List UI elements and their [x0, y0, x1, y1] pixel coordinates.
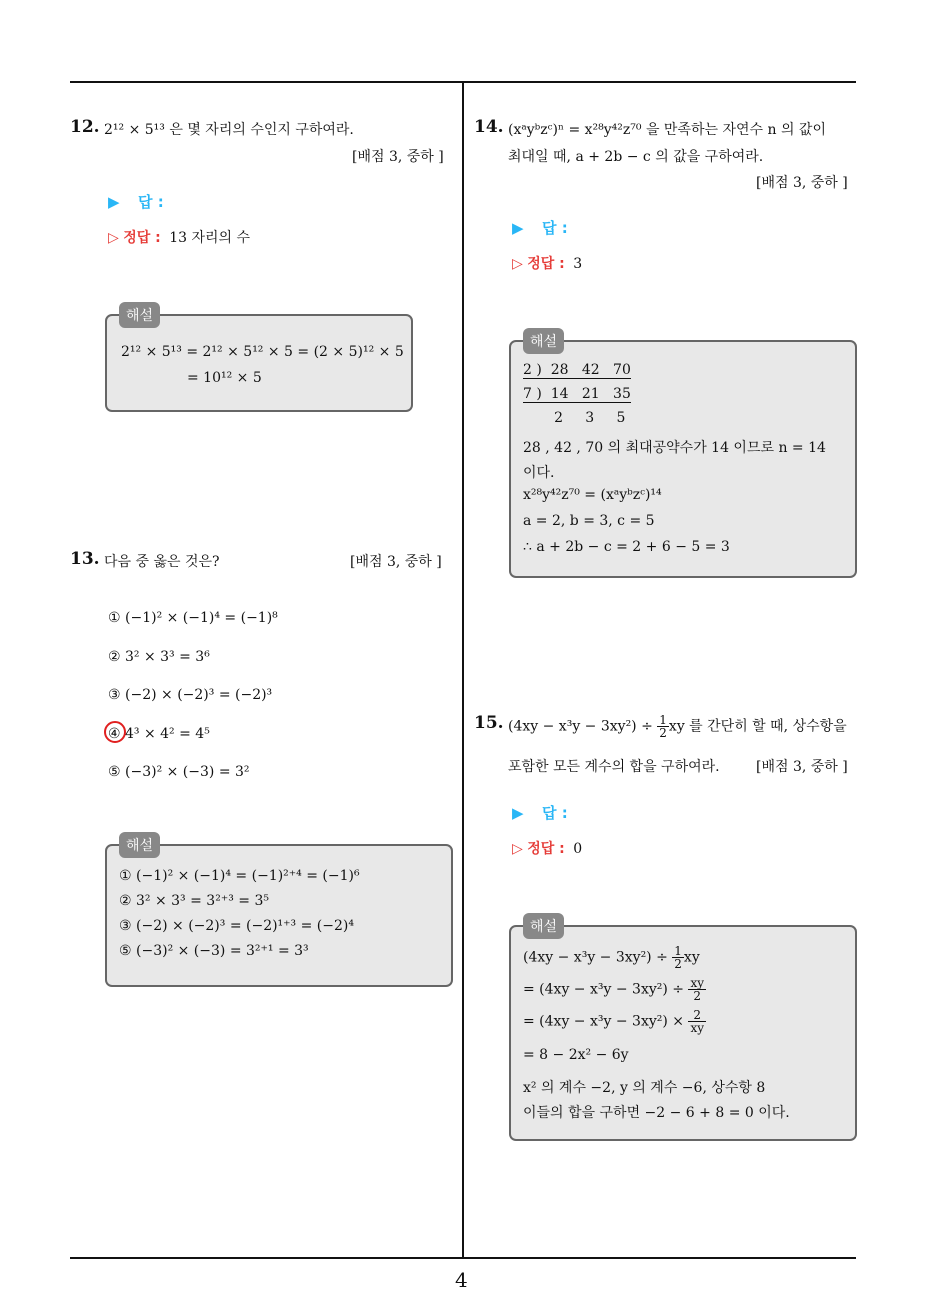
explanation-box	[105, 314, 413, 412]
selected-answer-circle	[104, 721, 126, 743]
question-number: 13.	[70, 549, 100, 569]
question-text	[508, 714, 847, 739]
score-meta: [배점 3, 중하 ]	[756, 175, 848, 191]
outline-arrow-icon: ▷	[512, 841, 523, 857]
fraction	[657, 714, 669, 739]
correct-label: 정답 :	[123, 230, 161, 246]
fraction	[688, 977, 706, 1002]
question-number: 14.	[474, 117, 504, 137]
explanation-line: ② 3² × 3³ = 3²⁺³ = 3⁵	[119, 893, 269, 909]
explanation-line	[523, 945, 700, 970]
bottom-rule	[70, 1257, 856, 1259]
answer-row	[512, 802, 568, 823]
play-arrow-icon: ▶	[512, 219, 524, 237]
division-line: 2 ) 28 42 70	[523, 362, 631, 378]
option-4[interactable]: ④ 4³ × 4² = 4⁵	[108, 726, 210, 742]
explanation-tag: 해설	[523, 913, 564, 939]
explanation-tag: 해설	[119, 832, 160, 858]
explanation-line: ① (−1)² × (−1)⁴ = (−1)²⁺⁴ = (−1)⁶	[119, 868, 360, 884]
correct-row	[512, 838, 582, 858]
column-divider	[462, 83, 464, 1259]
answer-label: 답 :	[542, 219, 568, 237]
division-line: 7 ) 14 21 35	[523, 386, 631, 402]
question-text-pre: (4xy − x³y − 3xy²) ÷	[508, 718, 653, 735]
score-meta: [배점 3, 중하 ]	[352, 149, 444, 165]
explanation-box	[509, 340, 857, 578]
correct-row	[108, 227, 250, 247]
question-text: 2¹² × 5¹³ 은 몇 자리의 수인지 구하여라.	[104, 122, 354, 138]
fraction-denominator: 2	[688, 989, 706, 1002]
answer-row	[108, 191, 164, 212]
explanation-line: x² 의 계수 −2, y 의 계수 −6, 상수항 8	[523, 1080, 766, 1096]
fraction-denominator: 2	[659, 726, 667, 740]
correct-value: 3	[573, 256, 583, 272]
option-5[interactable]: ⑤ (−3)² × (−3) = 3²	[108, 764, 250, 780]
explanation-line: 28 , 42 , 70 의 최대공약수가 14 이므로 n = 14	[523, 440, 826, 456]
explanation-text: (4xy − x³y − 3xy²) ÷	[523, 949, 668, 966]
explanation-line	[523, 977, 706, 1002]
division-line: 2 3 5	[523, 410, 626, 426]
outline-arrow-icon: ▷	[108, 230, 119, 246]
question-text: 다음 중 옳은 것은?	[104, 554, 220, 570]
correct-row	[512, 253, 582, 273]
question-text-2: 최대일 때, a + 2b − c 의 값을 구하여라.	[508, 149, 764, 165]
explanation-line: a = 2, b = 3, c = 5	[523, 513, 655, 529]
explanation-line: = 10¹² × 5	[187, 370, 262, 386]
explanation-line: 이들의 합을 구하면 −2 − 6 + 8 = 0 이다.	[523, 1105, 790, 1121]
fraction	[672, 945, 684, 970]
explanation-line: ∴ a + 2b − c = 2 + 6 − 5 = 3	[523, 539, 730, 555]
correct-label: 정답 :	[527, 841, 565, 857]
answer-row	[512, 217, 568, 238]
fraction	[688, 1009, 706, 1034]
explanation-line: x²⁸y⁴²z⁷⁰ = (xᵃyᵇzᶜ)¹⁴	[523, 487, 662, 503]
correct-value: 13 자리의 수	[169, 230, 251, 246]
explanation-line: 이다.	[523, 465, 555, 481]
answer-label: 답 :	[542, 804, 568, 822]
answer-label: 답 :	[138, 193, 164, 211]
explanation-text: xy	[683, 949, 700, 966]
question-number: 15.	[474, 713, 504, 733]
explanation-line: ③ (−2) × (−2)³ = (−2)¹⁺³ = (−2)⁴	[119, 918, 354, 934]
page-number: 4	[455, 1268, 468, 1292]
fraction-denominator: xy	[690, 1021, 704, 1035]
explanation-line: ⑤ (−3)² × (−3) = 3²⁺¹ = 3³	[119, 943, 309, 959]
explanation-box	[509, 925, 857, 1141]
option-2[interactable]: ② 3² × 3³ = 3⁶	[108, 649, 210, 665]
fraction-numerator: 1	[674, 944, 682, 958]
option-3[interactable]: ③ (−2) × (−2)³ = (−2)³	[108, 687, 273, 703]
question-text-post: xy 를 간단히 할 때, 상수항을	[668, 718, 847, 735]
question-number: 12.	[70, 117, 100, 137]
explanation-line	[523, 1009, 706, 1034]
correct-label: 정답 :	[527, 256, 565, 272]
explanation-tag: 해설	[523, 328, 564, 354]
outline-arrow-icon: ▷	[512, 256, 523, 272]
option-1[interactable]: ① (−1)² × (−1)⁴ = (−1)⁸	[108, 610, 278, 626]
explanation-tag: 해설	[119, 302, 160, 328]
play-arrow-icon: ▶	[512, 804, 524, 822]
explanation-box	[105, 844, 453, 987]
fraction-numerator: 2	[693, 1008, 702, 1022]
correct-value: 0	[573, 841, 583, 857]
fraction-numerator: xy	[690, 976, 704, 990]
explanation-line: 2¹² × 5¹³ = 2¹² × 5¹² × 5 = (2 × 5)¹² × 5	[121, 344, 404, 360]
explanation-line: = 8 − 2x² − 6y	[523, 1047, 629, 1063]
question-text: (xᵃyᵇzᶜ)ⁿ = x²⁸y⁴²z⁷⁰ 을 만족하는 자연수 n 의 값이	[508, 122, 826, 138]
score-meta: [배점 3, 중하 ]	[350, 554, 442, 570]
fraction-numerator: 1	[659, 713, 667, 727]
explanation-text: = (4xy − x³y − 3xy²) ×	[523, 1013, 684, 1030]
explanation-text: = (4xy − x³y − 3xy²) ÷	[523, 981, 684, 998]
question-text-2: 포함한 모든 계수의 합을 구하여라.	[508, 759, 720, 775]
play-arrow-icon: ▶	[108, 193, 120, 211]
fraction-denominator: 2	[674, 957, 682, 971]
score-meta: [배점 3, 중하 ]	[756, 759, 848, 775]
